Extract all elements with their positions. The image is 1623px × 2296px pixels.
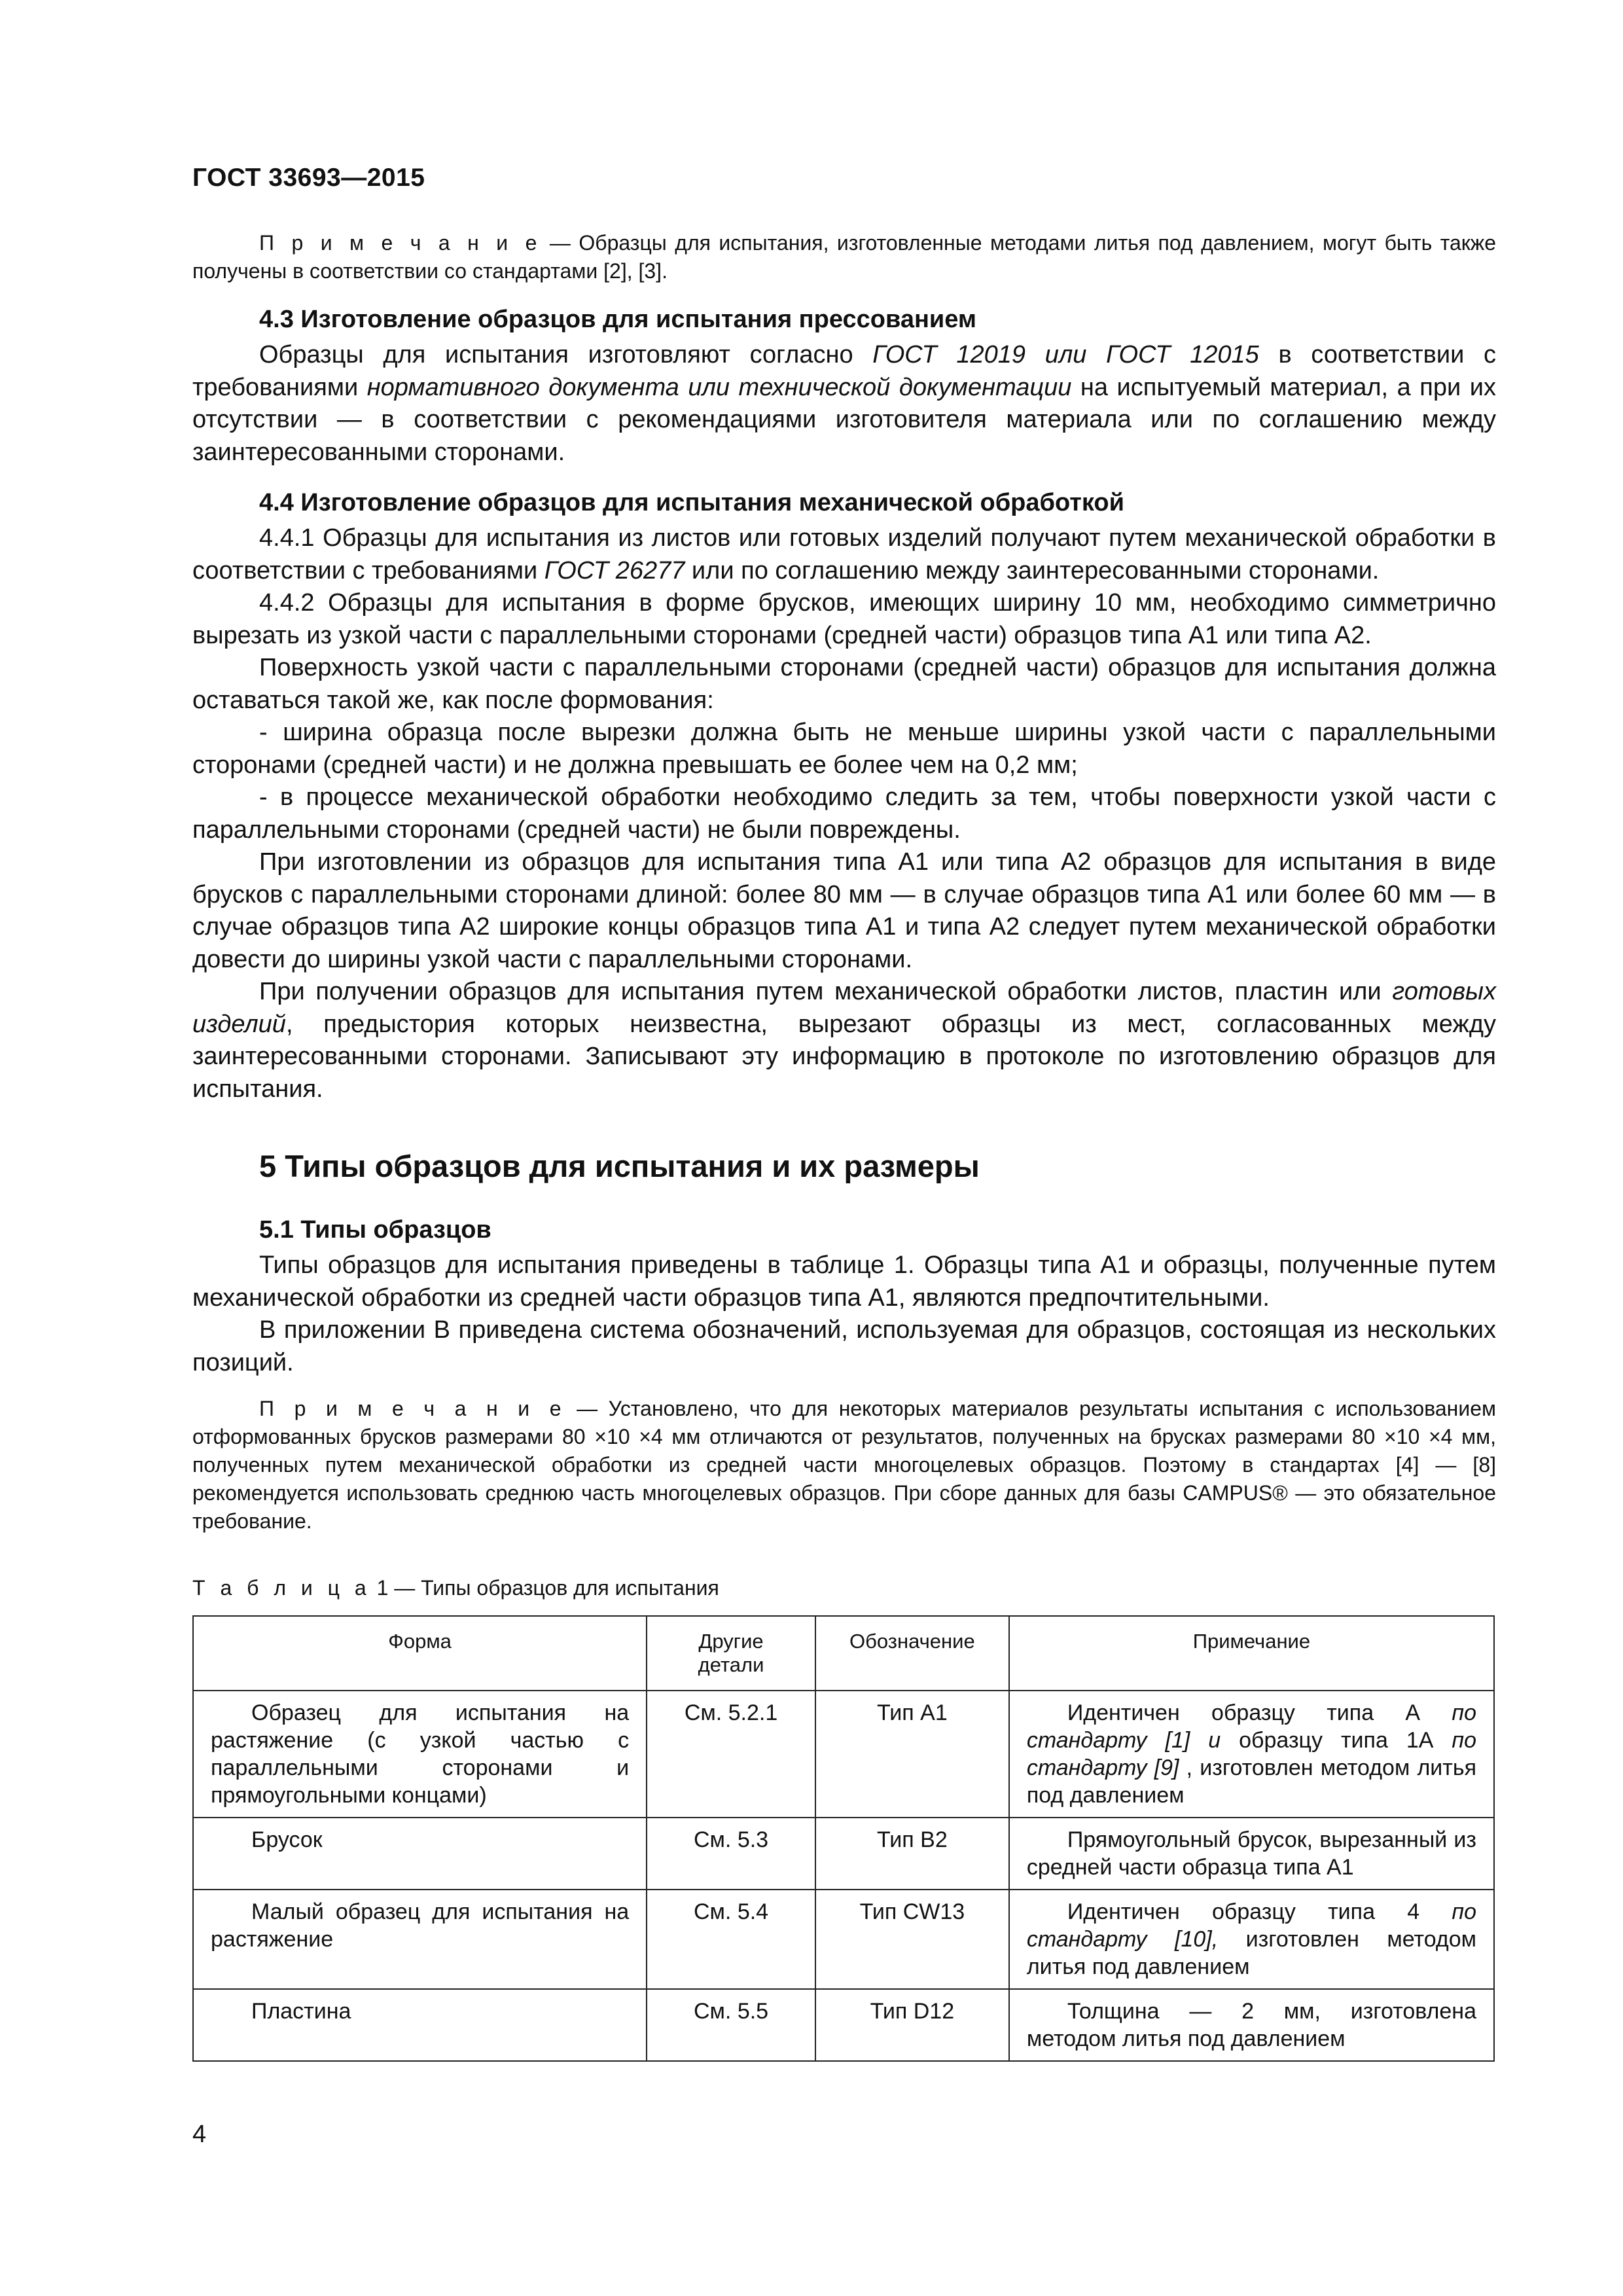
note-paragraph-5: [192, 1395, 1496, 1535]
table-row: [193, 1989, 1494, 2061]
cell-designation: Тип D12: [815, 1989, 1009, 2061]
column-header-designation: Обозначение: [815, 1616, 1009, 1691]
text-run: При получении образцов для испытания путем механической обработки листов, пластин или: [259, 978, 1393, 1005]
cell-form: Образец для испытания на растяжение (с узкой частью с параллельными сторонами и прямоугольными концами): [193, 1691, 647, 1818]
paragraph-5-1-annex: В приложении В приведена система обозначений, используемая для образцов, состоящая из нескольких позиций.: [192, 1316, 1496, 1376]
paragraph-5-1-types: Типы образцов для испытания приведены в таблице 1. Образцы типа А1 и образцы, полученные путем механической обработки из средней части образцов типа А1, являются предпочтительными.: [192, 1251, 1496, 1312]
page-number: 4: [192, 2121, 207, 2148]
table-caption-text: 1 — Типы образцов для испытания: [370, 1576, 719, 1600]
text-run: Идентичен образцу типа 4: [1067, 1899, 1452, 1924]
table-row: [193, 1818, 1494, 1890]
page-content: [192, 229, 1496, 2062]
note-text: — Образцы для испытания, изготовленные методами литья под давлением, могут быть также получены в соответствии со стандартами [2], [3].: [192, 231, 1497, 283]
table-row: [193, 1890, 1494, 1989]
text-run-italic: по стандарту [10],: [1026, 1899, 1476, 1952]
text-run-italic: ГОСТ 12019 или ГОСТ 12015: [872, 341, 1259, 368]
text-run: Идентичен образцу типа А: [1067, 1700, 1452, 1725]
cell-remark: Толщина — 2 мм, изготовлена методом литья под давлением: [1009, 1989, 1494, 2061]
cell-form: Пластина: [193, 1989, 647, 2061]
text-run: образцу типа 1А: [1221, 1728, 1452, 1753]
paragraph-4-4-2: 4.4.2 Образцы для испытания в форме брусков, имеющих ширину 10 мм, необходимо симметрично вырезать из узкой части с параллельными сторонами (средней части) образцов типа А1 или типа А2.: [192, 589, 1496, 649]
cell-designation: Тип CW13: [815, 1890, 1009, 1989]
cell-remark: [1009, 1691, 1494, 1818]
list-item-width: - ширина образца после вырезки должна быть не меньше ширины узкой части с параллельными сторонами (средней части) и не должна превышать ее более чем на 0,2 мм;: [192, 719, 1496, 779]
section-heading-4-3: 4.3 Изготовление образцов для испытания прессованием: [259, 306, 977, 333]
note-label: П р и м е ч а н и е: [259, 231, 542, 255]
cell-form: Малый образец для испытания на растяжение: [193, 1890, 647, 1989]
cell-form: Брусок: [193, 1818, 647, 1890]
table-header-row: [193, 1616, 1494, 1691]
cell-details: См. 5.3: [647, 1818, 815, 1890]
text-run-italic: нормативного документа или технической документации: [366, 373, 1072, 401]
text-run: в соответствии с требованиями: [192, 341, 1497, 401]
cell-details: См. 5.2.1: [647, 1691, 815, 1818]
column-header-details: Другие детали: [647, 1616, 815, 1691]
cell-remark: Прямоугольный брусок, вырезанный из средней части образца типа А1: [1009, 1818, 1494, 1890]
paragraph-4-4-1: [192, 522, 1496, 587]
text-run-italic: ГОСТ 26277: [544, 556, 685, 584]
section-heading-5: 5 Типы образцов для испытания и их размеры: [259, 1149, 980, 1183]
paragraph-sheets: [192, 976, 1496, 1105]
section-heading-5-1: 5.1 Типы образцов: [259, 1216, 491, 1244]
paragraph-surface: Поверхность узкой части с параллельными сторонами (средней части) образцов для испытания должна оставаться такой же, как после формования:: [192, 654, 1496, 714]
column-header-form: Форма: [193, 1616, 647, 1691]
cell-details: См. 5.4: [647, 1890, 815, 1989]
text-run: на испытуемый материал, а при их отсутствии — в соответствии с рекомендациями изготовителя материала или по соглашению между заинтересованными сторонами.: [192, 373, 1496, 466]
section-heading-4-4: 4.4 Изготовление образцов для испытания механической обработкой: [259, 489, 1124, 516]
paragraph-bars: При изготовлении из образцов для испытания типа А1 или типа А2 образцов для испытания в виде брусков с параллельными сторонами длиной: более 80 мм — в случае образцов типа А1 или более 60 мм — в случае образцов типа А2 широкие концы образцов типа А1 и типа А2 следует путем механической обработки довести до ширины узкой части с параллельными сторонами.: [192, 848, 1496, 973]
table-row: [193, 1691, 1494, 1818]
text-run: изготовлен методом литья под давлением: [1026, 1927, 1476, 1979]
column-header-remark: Примечание: [1009, 1616, 1494, 1691]
cell-details: См. 5.5: [647, 1989, 815, 2061]
table-caption-label: Т а б л и ц а: [192, 1576, 371, 1600]
cell-designation: Тип В2: [815, 1818, 1009, 1890]
cell-designation: Тип А1: [815, 1691, 1009, 1818]
text-run-italic: по стандарту [9]: [1026, 1728, 1476, 1780]
note-text: — Установлено, что для некоторых материалов результаты испытания с использованием отформованных брусков размерами 80 ×10 ×4 мм отличаются от результатов, полученных на брусках размерами 80 ×10 ×4 мм, полученных путем механической обработки из средней части многоцелевых образцов. Поэтому в стандартах [4] — [8] рекомендуется использовать среднюю часть многоцелевых образцов. При сборе данных для базы CAMPUS® — это обязательное требование.: [192, 1397, 1497, 1533]
text-run: , изготовлен методом литья под давлением: [1026, 1755, 1476, 1808]
document-header: ГОСТ 33693—2015: [192, 164, 425, 192]
list-item-machining: - в процессе механической обработки необходимо следить за тем, чтобы поверхности узкой части с параллельными сторонами (средней части) не были повреждены.: [192, 783, 1496, 844]
text-run: , предыстория которых неизвестна, вырезают образцы из мест, согласованных между заинтересованными сторонами. Записывают эту информацию в протоколе по изготовлению образцов для испытания.: [192, 1010, 1496, 1103]
paragraph-4-3: [192, 339, 1496, 469]
text-run: или по соглашению между заинтересованными сторонами.: [685, 556, 1380, 584]
note-paragraph: [192, 229, 1496, 285]
text-run: Образцы для испытания изготовляют согласно: [259, 341, 873, 368]
table-caption: [192, 1575, 1496, 1601]
cell-remark: [1009, 1890, 1494, 1989]
text-run-italic: по стандарту [1] и: [1026, 1700, 1476, 1753]
note-label: П р и м е ч а н и е: [259, 1397, 566, 1420]
text-run-italic: готовых изделий: [192, 978, 1496, 1038]
text-run: 4.4.1 Образцы для испытания из листов или готовых изделий получают путем механической обработки в соответствии с требованиями: [192, 524, 1496, 584]
specimen-types-table: [192, 1615, 1495, 2062]
